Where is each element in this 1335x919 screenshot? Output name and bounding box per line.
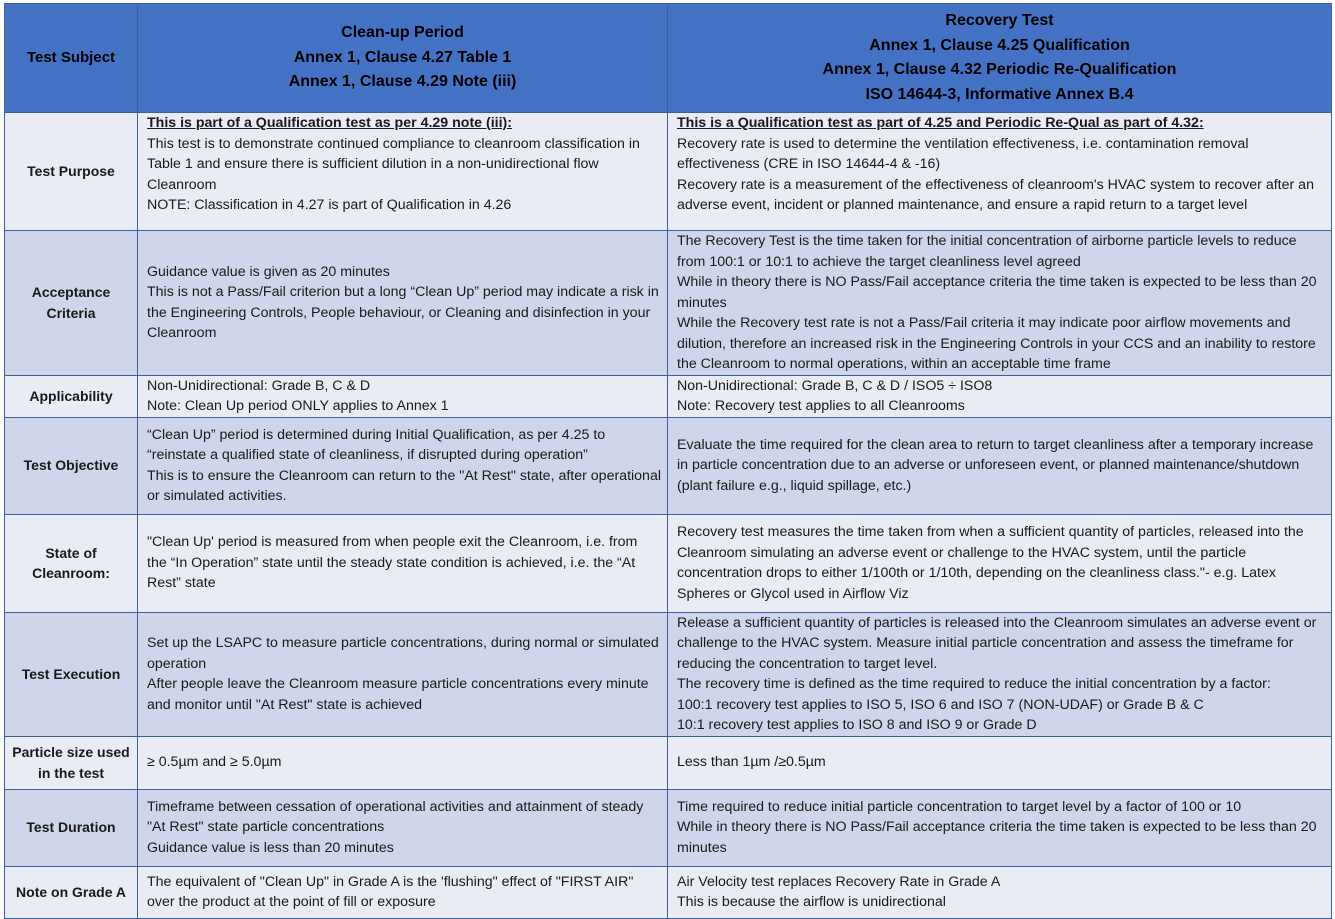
row-label [5,514,138,612]
comparison-table [4,3,1332,919]
header-recovery-line: Annex 1, Clause 4.25 Qualification [869,36,1130,54]
row-test-execution [5,612,1332,736]
row-label [5,375,138,417]
recovery-line: 10:1 recovery test applies to ISO 8 and ISO 9 or Grade D [677,717,1037,733]
cleanup-line: ≥ 0.5µm and ≥ 5.0µm [147,754,282,771]
header-row [5,4,1332,113]
row-label-line: Applicability [29,387,113,404]
recovery-line: Air Velocity test replaces Recovery Rate in Grade A [677,873,1001,890]
cleanup-line: After people leave the Cleanroom measure particle concentrations every minute and monitor until "At Rest" state is achieved [147,676,649,713]
row-label-line: Test Execution [21,665,121,682]
recovery-line: Recovery rate is a measurement of the effectiveness of cleanroom's HVAC system to recover after an adverse event, incident or planned maintenance, and ensure a rapid return to a target level [677,176,1314,213]
row-acceptance-criteria [5,231,1332,376]
cleanup-cell [138,514,668,612]
header-recovery-test [668,4,1332,113]
row-label [5,736,138,789]
row-test-objective [5,417,1332,514]
recovery-line: While in theory there is NO Pass/Fail acceptance criteria the time taken is expected to be less than 20 minutes [677,819,1317,856]
recovery-line: This is because the airflow is unidirectional [677,894,946,910]
row-label [5,789,138,866]
header-cleanup-line: Annex 1, Clause 4.29 Note (iii) [288,73,517,91]
recovery-heading: This is a Qualification test as part of 4.25 and Periodic Re-Qual as part of 4.32: [677,115,1204,131]
recovery-cell [668,789,1332,866]
cleanup-line: Set up the LSAPC to measure particle concentrations, during normal or simulated operation [147,635,659,672]
cleanup-line: This is to ensure the Cleanroom can return to the "At Rest" state, after operational or simulated activities. [147,467,661,504]
cleanup-line: NOTE: Classification in 4.27 is part of Qualification in 4.26 [147,197,512,213]
cleanup-line: “Clean Up” period is determined during Initial Qualification, as per 4.25 to “reinstate a qualified state of cleanliness, if disrupted during operation” [147,426,606,463]
cleanup-line: "Clean Up' period is measured from when people exit the Cleanroom, i.e. from the “In Operation” state until the steady state condition is achieved, i.e. the “At Rest” state [147,534,638,592]
row-label-line: Note on Grade A [16,883,126,900]
cleanup-line: This is not a Pass/Fail criterion but a long “Clean Up” period may indicate a risk in the Engineering Controls, People behaviour, or Cleaning and disinfection in your Cleanroom [147,284,659,342]
row-label-line: Test Purpose [27,163,115,180]
recovery-line: While the Recovery test rate is not a Pass/Fail criteria it may indicate poor airflow movements and dilution, therefore an increased risk in the Engineering Controls in your CCS and an inability to restore the Cleanroom to normal operations, within an acceptable time frame [677,315,1316,372]
recovery-line: Release a sufficient quantity of particles is released into the Cleanroom simulates an adverse event or challenge to the HVAC system. Measure initial particle concentration and assess the timeframe for reducing the concentration to target level. [677,614,1317,672]
cleanup-cell [138,113,668,231]
row-label [5,113,138,231]
row-state-of-cleanroom [5,514,1332,612]
cleanup-cell [138,417,668,514]
row-label-line: Cleanroom: [32,565,110,581]
cleanup-line: Timeframe between cessation of operational activities and attainment of steady "At Rest" state particle concentrations [147,798,644,836]
cleanup-cell [138,736,668,789]
row-note-on-grade-a [5,866,1332,918]
cleanup-line: Guidance value is less than 20 minutes [147,839,394,856]
recovery-line: Note: Recovery test applies to all Cleanrooms [677,398,965,414]
cleanup-cell [138,231,668,376]
recovery-cell [668,231,1332,376]
recovery-line: The recovery time is defined as the time required to reduce the initial concentration by a factor: [677,676,1271,692]
header-recovery-line: Recovery Test [945,12,1054,29]
cleanup-cell [138,866,668,918]
recovery-cell [668,375,1332,417]
recovery-cell [668,612,1332,736]
recovery-line: Recovery test measures the time taken from when a sufficient quantity of particles, released into the Cleanroom simulating an adverse event or challenge to the HVAC system, until the particle concentration drops to either 1/100th or 1/10th, depending on the cleanliness class."- e.g. Latex Spheres or Glycol used in Airflow Viz [677,524,1304,602]
cleanup-cell [138,375,668,417]
row-label [5,417,138,514]
row-label-line: Criteria [46,304,96,321]
row-test-purpose [5,113,1332,231]
row-label-line: in the test [37,764,105,781]
header-cleanup-period [138,4,668,113]
recovery-cell [668,736,1332,789]
header-recovery-line: Annex 1, Clause 4.32 Periodic Re-Qualification [822,61,1177,78]
row-label [5,866,138,918]
cleanup-heading: This is part of a Qualification test as per 4.29 note (iii): [147,115,513,131]
cleanup-line: Non-Unidirectional: Grade B, C & D [147,377,371,394]
recovery-line: The Recovery Test is the time taken for the initial concentration of airborne particle levels to reduce from 100:1 or 10:1 to achieve the target cleanliness level agreed [677,233,1297,270]
header-cleanup-line: Clean-up Period [341,24,464,42]
recovery-cell [668,113,1332,231]
row-test-duration [5,789,1332,866]
recovery-line: Recovery rate is used to determine the ventilation effectiveness, i.e. contamination removal effectiveness (CRE in ISO 14644-4 & -16) [677,135,1249,172]
row-applicability [5,375,1332,417]
cleanup-line: Guidance value is given as 20 minutes [147,263,390,280]
recovery-cell [668,417,1332,514]
header-recovery-line: ISO 14644-3, Informative Annex B.4 [865,85,1134,103]
row-label-line: Acceptance [31,284,111,301]
header-test-subject: Test Subject [5,4,138,113]
row-label-line: Test Duration [26,819,116,836]
cleanup-line: The equivalent of "Clean Up" in Grade A is the 'flushing" effect of "FIRST AIR" over the product at the point of fill or exposure [147,873,634,910]
cleanup-cell [138,612,668,736]
header-cleanup-line: Annex 1, Clause 4.27 Table 1 [293,48,512,66]
row-label [5,612,138,736]
cleanup-cell [138,789,668,866]
recovery-line: Non-Unidirectional: Grade B, C & D / ISO5 ÷ ISO8 [677,377,993,394]
recovery-line: 100:1 recovery test applies to ISO 5, ISO 6 and ISO 7 (NON-UDAF) or Grade B & C [677,696,1204,713]
row-label-line: State of [45,544,97,561]
recovery-cell [668,514,1332,612]
recovery-line: Less than 1µm /≥0.5µm [677,754,826,771]
cleanup-line: Note: Clean Up period ONLY applies to Annex 1 [147,398,449,414]
recovery-line: Evaluate the time required for the clean area to return to target cleanliness after a temporary increase in particle concentration due to an adverse or unforeseen event, or planned maintenance/shutdown (plant failure e.g., liquid spillage, etc.) [677,436,1314,494]
row-label-line: Test Objective [23,457,119,474]
recovery-line: Time required to reduce initial particle concentration to target level by a factor of 100 or 10 [677,798,1242,815]
recovery-line: While in theory there is NO Pass/Fail acceptance criteria the time taken is expected to be less than 20 minutes [677,274,1317,311]
cleanup-line: This test is to demonstrate continued compliance to cleanroom classification in Table 1 and ensure there is sufficient dilution in a non-unidirectional flow Cleanroom [147,135,640,193]
row-label [5,231,138,376]
recovery-cell [668,866,1332,918]
row-particle-size [5,736,1332,789]
row-label-line: Particle size used [12,744,130,760]
